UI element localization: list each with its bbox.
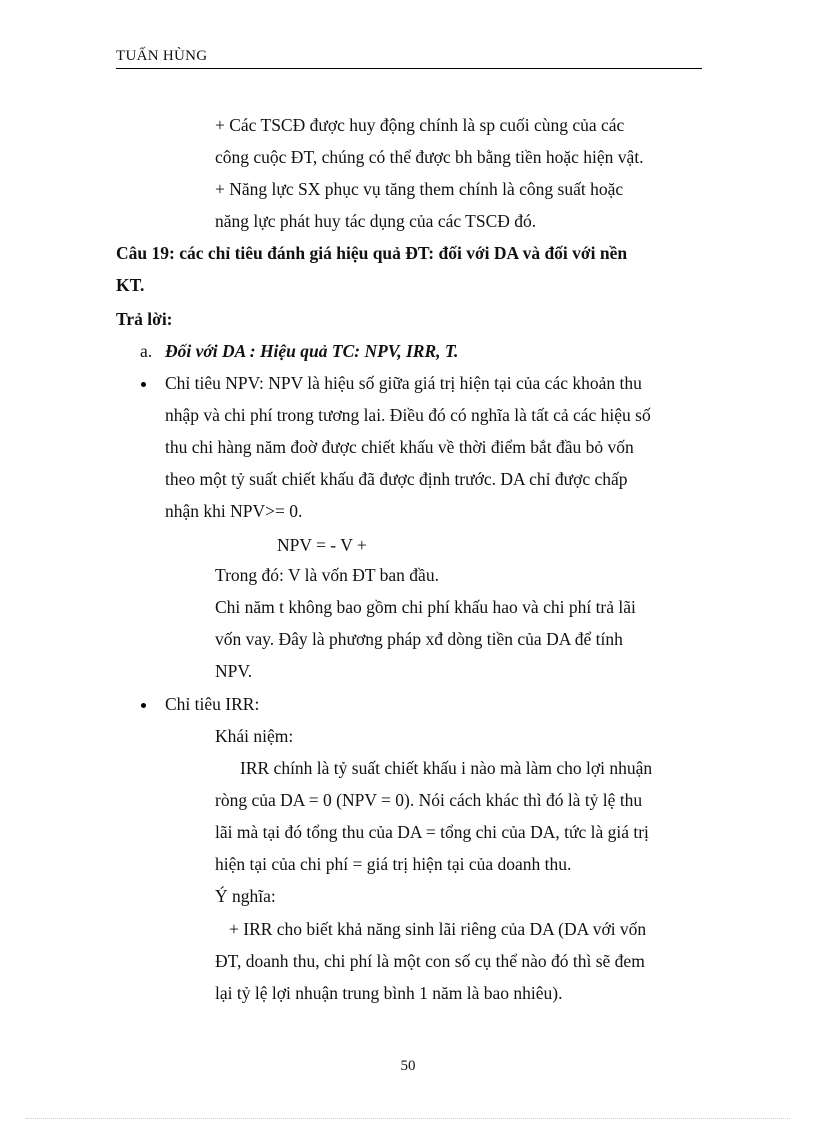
text-line: ĐT, doanh thu, chi phí là một con số cụ thể nào đó thì sẽ đem (215, 951, 645, 971)
header-title: TUẤN HÙNG (116, 48, 208, 64)
bullet-icon (141, 703, 146, 708)
subheading-meaning: Ý nghĩa: (215, 886, 276, 906)
text-line: nhập và chi phí trong tương lai. Điều đó có nghĩa là tất cả các hiệu số (165, 405, 651, 425)
text-line: Trong đó: V là vốn ĐT ban đầu. (215, 565, 439, 585)
text-line: Chỉ tiêu NPV: NPV là hiệu số giữa giá trị hiện tại của các khoản thu (165, 373, 642, 393)
header-rule (116, 68, 702, 69)
text-line: theo một tỷ suất chiết khấu đã được định trước. DA chỉ được chấp (165, 469, 628, 489)
text-line: Chi năm t không bao gồm chi phí khấu hao và chi phí trả lãi (215, 597, 636, 617)
formula-npv: NPV = - V + (277, 535, 367, 555)
text-line: ròng của DA = 0 (NPV = 0). Nói cách khác thì đó là tỷ lệ thu (215, 790, 643, 810)
text-line: vốn vay. Đây là phương pháp xđ dòng tiền của DA để tính (215, 629, 623, 649)
text-line: công cuộc ĐT, chúng có thể được bh bằng tiền hoặc hiện vật. (215, 147, 644, 167)
text-line: lãi mà tại đó tổng thu của DA = tổng chi của DA, tức là giá trị (215, 822, 649, 842)
text-line: nhận khi NPV>= 0. (165, 501, 303, 521)
text-line: + Năng lực SX phục vụ tăng them chính là công suất hoặc (215, 179, 624, 199)
section-heading: Đối với DA : Hiệu quả TC: NPV, IRR, T. (165, 341, 459, 361)
text-line: + IRR cho biết khả năng sinh lãi riêng của DA (DA với vốn (229, 919, 647, 939)
text-line: IRR chính là tỷ suất chiết khấu i nào mà làm cho lợi nhuận (240, 758, 653, 778)
text-line: + Các TSCĐ được huy động chính là sp cuối cùng của các (215, 115, 625, 135)
text-line: Chỉ tiêu IRR: (165, 694, 260, 714)
page-bottom-border (26, 1118, 790, 1119)
answer-label: Trả lời: (116, 309, 173, 329)
text-line: lại tỷ lệ lợi nhuận trung bình 1 năm là bao nhiêu). (215, 983, 563, 1003)
page-number: 50 (400, 1058, 416, 1074)
question-heading: Câu 19: các chỉ tiêu đánh giá hiệu quả ĐT: đối với DA và đối với nền (116, 243, 628, 263)
subheading-concept: Khái niệm: (215, 726, 294, 746)
question-heading-cont: KT. (116, 275, 145, 295)
text-line: năng lực phát huy tác dụng của các TSCĐ đó. (215, 211, 537, 231)
text-line: NPV. (215, 661, 253, 681)
text-line: thu chi hàng năm đoờ được chiết khấu về thời điểm bắt đầu bỏ vốn (165, 437, 634, 457)
bullet-icon (141, 382, 146, 387)
text-line: hiện tại của chi phí = giá trị hiện tại của doanh thu. (215, 854, 572, 874)
list-marker-a: a. (140, 341, 153, 361)
